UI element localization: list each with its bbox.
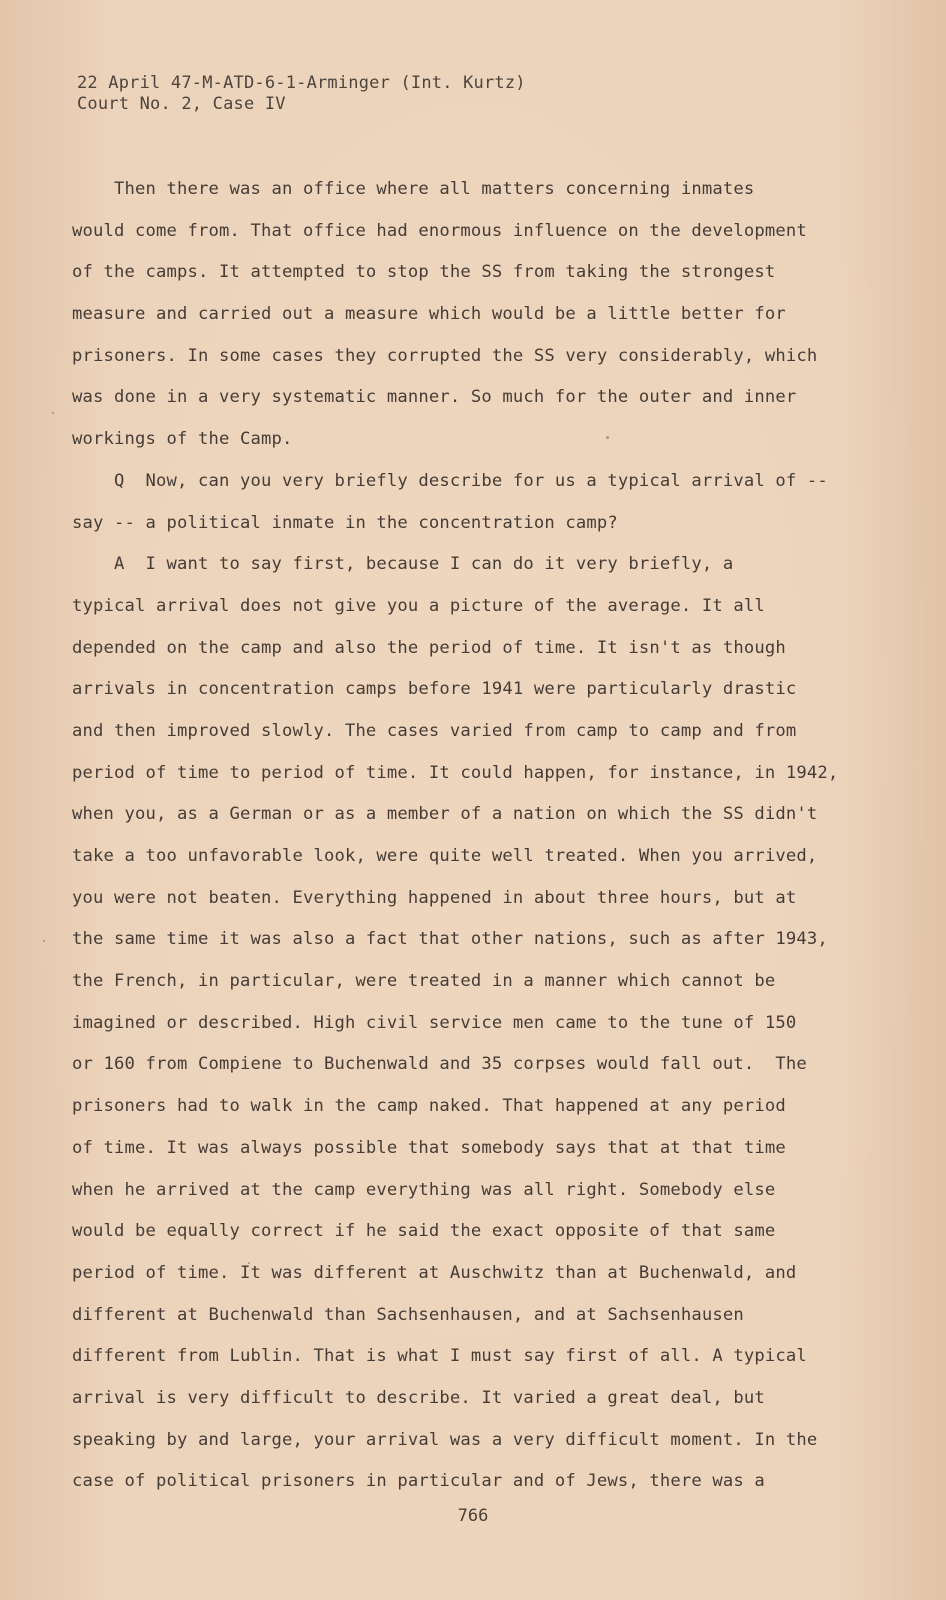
transcript-line: arrivals in concentration camps before 1941 were particularly drastic [72, 679, 797, 700]
transcript-line: Then there was an office where all matters concerning inmates [72, 179, 755, 199]
transcript-line: prisoners. In some cases they corrupted the SS very considerably, which [72, 345, 818, 366]
transcript-line: take a too unfavorable look, were quite well treated. When you arrived, [72, 846, 818, 866]
transcript-body [72, 169, 839, 1503]
transcript-line: imagined or described. High civil service men came to the tune of 150 [72, 1012, 797, 1033]
transcript-line: different from Lublin. That is what I must say first of all. A typical [72, 1346, 807, 1367]
transcript-line: speaking by and large, your arrival was a very difficult moment. In the [72, 1429, 818, 1450]
transcript-line: arrival is very difficult to describe. It varied a great deal, but [72, 1387, 765, 1408]
transcript-line: typical arrival does not give you a picture of the average. It all [72, 595, 765, 616]
transcript-line: would be equally correct if he said the exact opposite of that same [72, 1221, 776, 1242]
transcript-line: case of political prisoners in particular and of Jews, there was a [72, 1471, 765, 1492]
document-header [77, 73, 526, 115]
transcript-line: Q Now, can you very briefly describe for us a typical arrival of -- [72, 470, 828, 491]
transcript-line: would come from. That office had enormous influence on the development [72, 220, 807, 241]
transcript-line: and then improved slowly. The cases varied from camp to camp and from [72, 720, 797, 741]
paper-speck [43, 940, 45, 942]
transcript-line: depended on the camp and also the period of time. It isn't as though [72, 637, 786, 658]
transcript-line: prisoners had to walk in the camp naked. That happened at any period [72, 1096, 786, 1117]
transcript-line: the same time it was also a fact that other nations, such as after 1943, [72, 929, 828, 950]
header-case-reference: 22 April 47-M-ATD-6-1-Arminger (Int. Kurtz) [77, 73, 526, 93]
transcript-line: period of time. It was different at Auschwitz than at Buchenwald, and [72, 1262, 797, 1283]
transcript-line: was done in a very systematic manner. So much for the outer and inner [72, 387, 797, 408]
transcript-line: period of time to period of time. It could happen, for instance, in 1942, [72, 762, 839, 783]
transcript-line: you were not beaten. Everything happened in about three hours, but at [72, 887, 797, 908]
header-court-case: Court No. 2, Case IV [77, 94, 286, 114]
transcript-line: when you, as a German or as a member of a nation on which the SS didn't [72, 804, 818, 825]
transcript-line: or 160 from Compiene to Buchenwald and 35 corpses would fall out. The [72, 1054, 807, 1075]
transcript-line: measure and carried out a measure which would be a little better for [72, 304, 786, 325]
transcript-line: of time. It was always possible that somebody says that at that time [72, 1137, 786, 1158]
transcript-line: different at Buchenwald than Sachsenhausen, and at Sachsenhausen [72, 1304, 744, 1325]
paper-speck [248, 1262, 250, 1264]
paper-speck [52, 412, 54, 414]
transcript-line: say -- a political inmate in the concentration camp? [72, 512, 618, 533]
transcript-line: when he arrived at the camp everything was all right. Somebody else [72, 1179, 776, 1200]
transcript-line: A I want to say first, because I can do it very briefly, a [72, 554, 734, 575]
paper-speck [606, 436, 609, 439]
page-number: 766 [457, 1506, 489, 1526]
transcript-line: the French, in particular, were treated in a manner which cannot be [72, 971, 776, 992]
transcript-line: workings of the Camp. [72, 429, 293, 450]
transcript-line: of the camps. It attempted to stop the SS from taking the strongest [72, 262, 776, 283]
